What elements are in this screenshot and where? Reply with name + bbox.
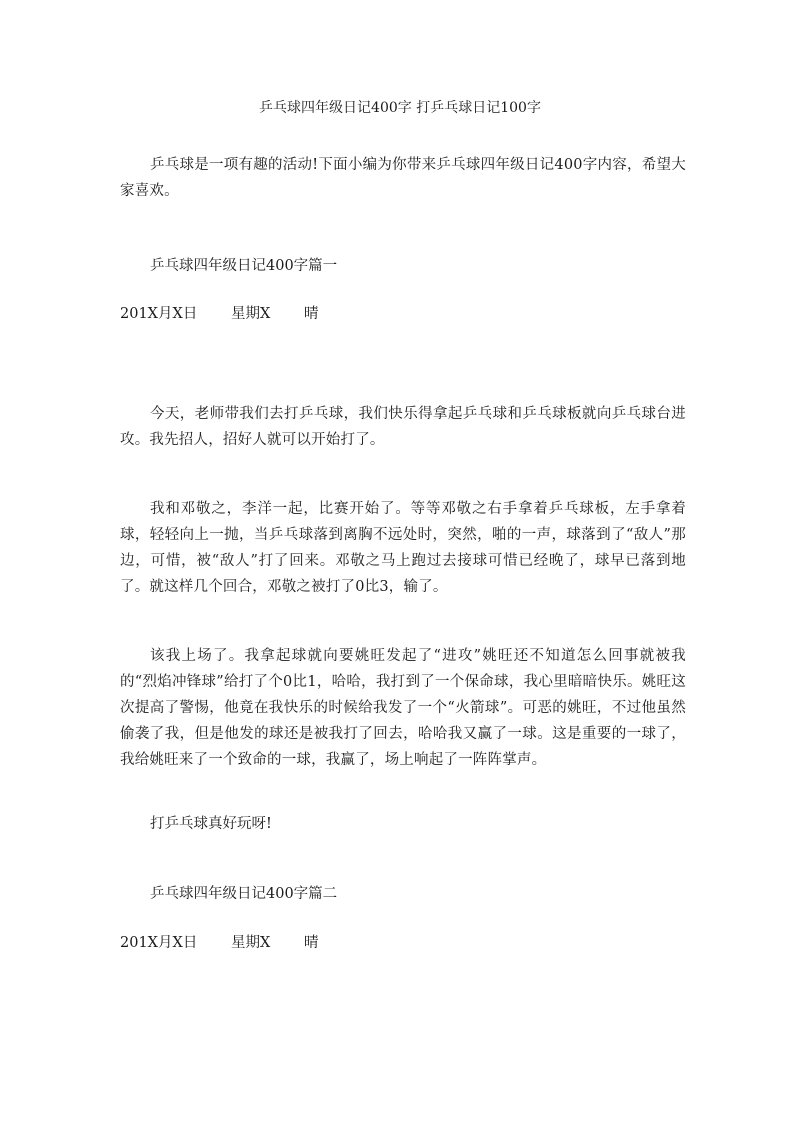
document-title: 乒乓球四年级日记400字 打乒乓球日记100字	[259, 100, 541, 116]
section1-weather: 晴	[304, 306, 319, 322]
section2-dateline	[120, 933, 319, 953]
section2-date: 201X月X日	[120, 935, 198, 951]
section1-closing: 打乒乓球真好玩呀!	[150, 816, 272, 832]
section2-weekday: 星期X	[231, 935, 271, 951]
section1-dateline	[120, 304, 319, 324]
section1-heading: 乒乓球四年级日记400字篇一	[150, 258, 338, 274]
section1-weekday: 星期X	[231, 306, 271, 322]
section1-paragraph-3: 该我上场了。我拿起球就向要姚旺发起了“进攻”姚旺还不知道怎么回事就被我的“烈焰冲锋球”给打了个0比1，哈哈，我打到了一个保命球，我心里暗暗快乐。姚旺这次提高了警惕，他竟在我快乐的时候给我发了一个“火箭球”。可恶的姚旺，不过他虽然偷袭了我，但是他发的球还是被我打了回去，哈哈我又赢了一球。这是重要的一球了，我给姚旺来了一个致命的一球，我赢了，场上响起了一阵阵掌声。	[120, 648, 686, 768]
section1-paragraph-1: 今天，老师带我们去打乒乓球，我们快乐得拿起乒乓球和乒乓球板就向乒乓球台进攻。我先招人，招好人就可以开始打了。	[120, 406, 686, 448]
section2-weather: 晴	[304, 935, 319, 951]
intro-paragraph: 乒乓球是一项有趣的活动!下面小编为你带来乒乓球四年级日记400字内容，希望大家喜欢。	[120, 157, 686, 199]
section1-paragraph-2: 我和邓敬之，李洋一起，比赛开始了。等等邓敬之右手拿着乒乓球板，左手拿着球，轻轻向上一抛，当乒乓球落到离胸不远处时，突然，啪的一声，球落到了“敌人”那边，可惜，被“敌人”打了回来。邓敬之马上跑过去接球可惜已经晚了，球早已落到地了。就这样几个回合，邓敬之被打了0比3，输了。	[120, 501, 686, 595]
section2-heading: 乒乓球四年级日记400字篇二	[150, 886, 338, 902]
section1-date: 201X月X日	[120, 306, 198, 322]
